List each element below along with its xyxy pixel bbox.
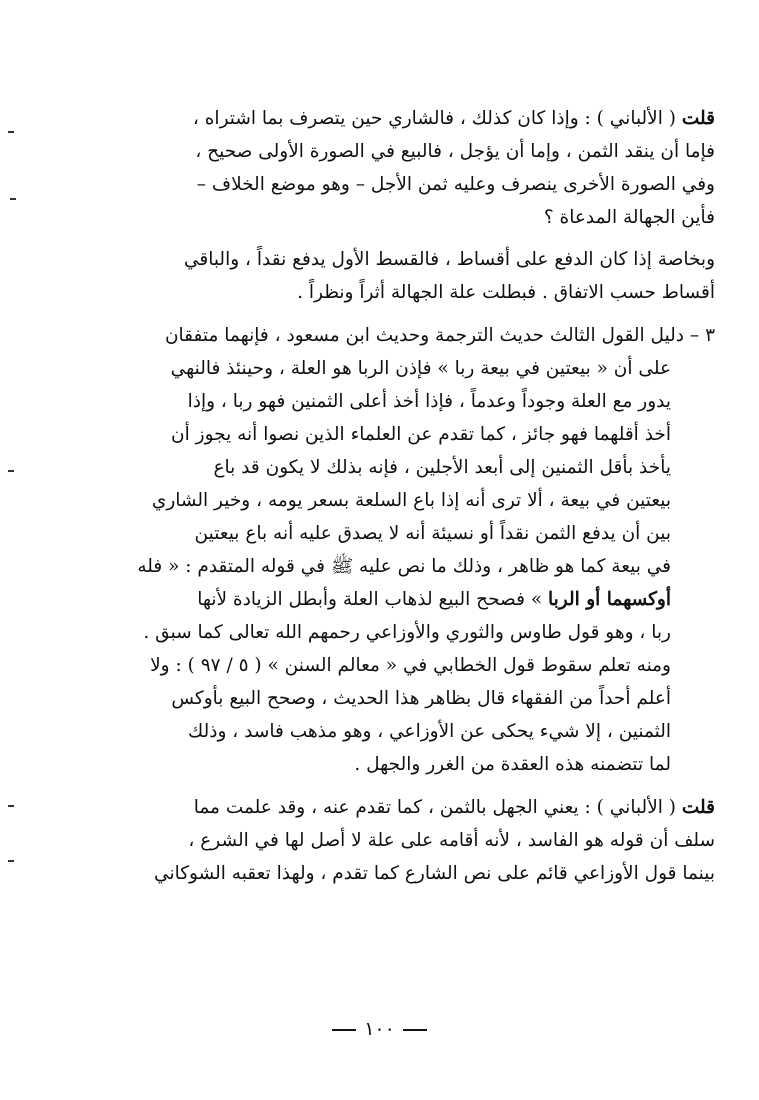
margin-mark [8,131,14,133]
item-3-line-3: يدور مع العلة وجوداً وعدماً ، فإذا أخذ أعلى الثمنين فهو ربا ، وإذا [187,391,671,412]
footer-dash-right [403,1029,427,1031]
item-3-line-7: بين أن يدفع الثمن نقداً أو نسيئة أنه لا يصدق عليه أنه باع بيعتين [194,523,671,544]
item-3-line-14: لما تتضمنه هذه العقدة من الغرر والجهل . [354,754,671,775]
item-3-line-10: ربا ، وهو قول طاوس والثوري والأوزاعي رحمهم الله تعالى كما سبق . [143,622,671,643]
paragraph-4 [60,791,715,890]
paragraph-1-line-3: وفي الصورة الأخرى ينصرف وعليه ثمن الأجل – وهو موضع الخلاف – [196,174,715,195]
paragraph-2-line-2: أقساط حسب الاتفاق . فبطلت علة الجهالة أثراً ونظراً . [297,282,715,303]
paragraph-1-line-4: فأين الجهالة المدعاة ؟ [543,207,715,228]
margin-mark [8,860,14,862]
footer-dash-left [332,1029,356,1031]
item-3-line-11: ومنه تعلم سقوط قول الخطابي في « معالم السنن » ( ٥ / ٩٧ ) : ولا [150,655,671,676]
page-footer [0,1018,759,1040]
item-3-line-6: بيعتين في بيعة ، ألا ترى أنه إذا باع السلعة بسعر يومه ، وخير الشاري [151,490,671,511]
paragraph-4-line-3: بينما قول الأوزاعي قائم على نص الشارع كما تقدم ، ولهذا تعقبه الشوكاني [154,863,715,884]
paragraph-4-line-1: قلت ( الألباني ) : يعني الجهل بالثمن ، كما تقدم عنه ، وقد علمت مما [193,797,715,818]
item-3-bold-phrase: أوكسهما أو الربا [548,589,671,610]
list-item-3 [60,319,715,781]
item-3-line-13: الثمنين ، إلا شيء يحكى عن الأوزاعي ، وهو مذهب فاسد ، وذلك [188,721,671,742]
item-3-line-2: على أن « بيعتين في بيعة ربا » فإذن الربا هو العلة ، وحينئذ فالنهي [170,358,671,379]
paragraph-1-lead: قلت [681,108,715,129]
paragraph-4-line-2: سلف أن قوله هو الفاسد ، لأنه أقامه على علة لا أصل لها في الشرع ، [188,830,715,851]
paragraph-1 [60,102,715,234]
margin-mark [8,470,14,472]
item-3-number: ٣ – [689,325,715,346]
page-body [60,102,715,890]
item-3-line-8: في بيعة كما هو ظاهر ، وذلك ما نص عليه ﷺ في قوله المتقدم : « فله [137,556,671,577]
item-3-line-12: أعلم أحداً من الفقهاء قال بظاهر هذا الحديث ، وصحح البيع بأوكس [171,688,671,709]
item-3-line-4: أخذ أقلهما فهو جائز ، كما تقدم عن العلماء الذين نصوا أنه يجوز أن [171,424,671,445]
paragraph-1-line-1: قلت ( الألباني ) : وإذا كان كذلك ، فالشاري حين يتصرف بما اشتراه ، [192,108,715,129]
item-3-line-9: أوكسهما أو الربا » فصحح البيع لذهاب العلة وأبطل الزيادة لأنها [197,589,671,610]
paragraph-4-lead: قلت [681,797,715,818]
margin-mark [8,805,14,807]
paragraph-2 [60,243,715,309]
item-3-line-5: يأخذ بأقل الثمنين إلى أبعد الأجلين ، فإنه بذلك لا يكون قد باع [213,457,671,478]
page-number: ١٠٠ [364,1018,395,1040]
paragraph-1-line-2: فإما أن ينقد الثمن ، وإما أن يؤجل ، فالبيع في الصورة الأولى صحيح ، [195,141,715,162]
item-3-first-line: ٣ – دليل القول الثالث حديث الترجمة وحديث ابن مسعود ، فإنهما متفقان [164,325,715,346]
margin-mark [10,198,16,200]
paragraph-2-line-1: وبخاصة إذا كان الدفع على أقساط ، فالقسط الأول يدفع نقداً ، والباقي [183,249,715,270]
